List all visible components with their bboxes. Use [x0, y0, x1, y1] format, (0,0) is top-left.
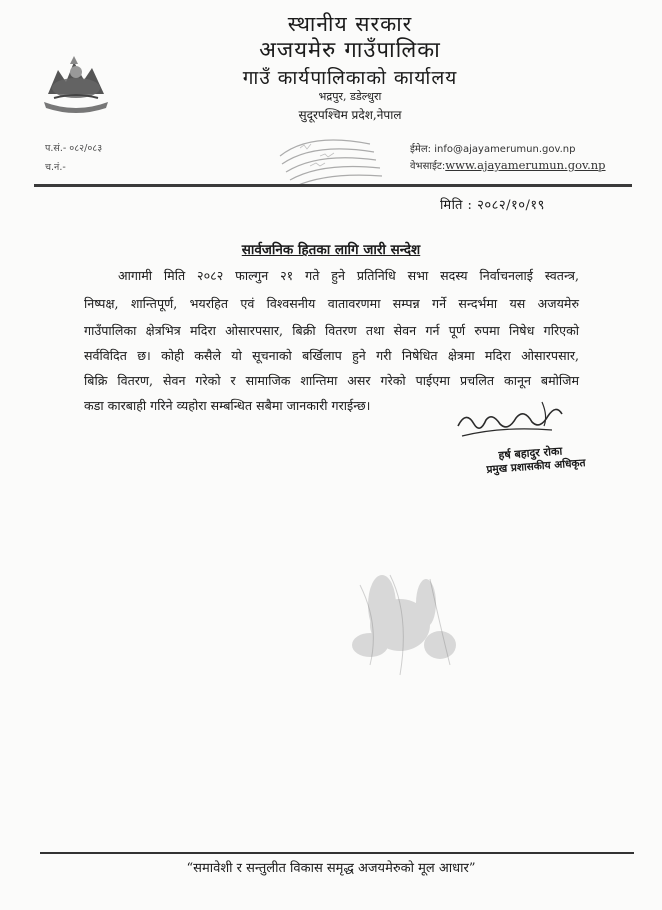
subject-heading	[0, 239, 662, 258]
nepal-emblem-icon	[40, 48, 112, 114]
body-paragraph-line: निष्पक्ष, शान्तिपूर्ण, भयरहित एवं विश्वसनीय वातावरणमा सम्पन्न गर्ने सन्दर्भमा यस अजयमेरु	[84, 296, 579, 311]
header-address: भद्रपुर, डडेल्धुरा	[318, 90, 382, 103]
header-province: सुदूरपश्चिम प्रदेश,नेपाल	[298, 108, 402, 122]
body-paragraph-line: गाउँपालिका क्षेत्रभित्र मदिरा ओसारपसार, बिक्री वितरण तथा सेवन गर्न पूर्ण रुपमा निषेध गरिएको	[84, 323, 579, 338]
website-line	[410, 158, 606, 172]
email-address: info@ajayamerumun.gov.np	[434, 144, 576, 155]
reference-number: प.सं.- ०८२/०८३	[45, 143, 103, 154]
body-paragraph-line: आगामी मिति २०८२ फाल्गुन २१ गते हुने प्रतिनिधि सभा सदस्य निर्वाचनलाई स्वतन्त्र,	[118, 268, 579, 283]
ink-smudge-mark	[330, 565, 480, 685]
footer-motto: “समावेशी र सन्तुलीत विकास समृद्ध अजयमेरुको मूल आधार”	[186, 861, 476, 876]
body-paragraph-line: कडा कारबाही गरिने व्यहोरा सम्बन्धित सबैमा जानकारी गराईन्छ।	[84, 398, 371, 413]
header-local-government: स्थानीय सरकार	[287, 12, 413, 36]
signatory-name: हर्ष बहादुर रोका	[498, 444, 563, 462]
office-stamp-icon	[270, 126, 388, 188]
header-office-name: गाउँ कार्यपालिकाको कार्यालय	[242, 67, 458, 89]
email-line	[410, 141, 575, 155]
subject-text: सार्वजनिक हितका लागि जारी सन्देश	[241, 242, 421, 258]
email-label: ईमेल:	[410, 144, 432, 155]
footer-divider	[40, 852, 634, 854]
body-paragraph-line: बिक्रि वितरण, सेवन गरेको र सामाजिक शान्तिमा असर गरेको पाईएमा प्रचलित कानून बमोजिम	[84, 373, 579, 388]
handwritten-signature-icon	[452, 396, 572, 446]
website-label: वेभसाईट:	[410, 161, 446, 172]
letter-date: मिति : २०८२/१०/१९	[440, 198, 545, 213]
body-paragraph-line: सर्वविदित छ। कोही कसैले यो सूचनाको बर्खिलाप हुने गरी निषेधित क्षेत्रमा मदिरा ओसारपसार,	[84, 348, 579, 363]
website-link[interactable]: www.ajayamerumun.gov.np	[445, 158, 606, 172]
signatory-title: प्रमुख प्रशासकीय अधिकृत	[486, 457, 586, 476]
header-divider	[34, 184, 632, 187]
dispatch-number: च.नं.-	[45, 162, 66, 173]
header-municipality-name: अजयमेरु गाउँपालिका	[259, 38, 441, 63]
